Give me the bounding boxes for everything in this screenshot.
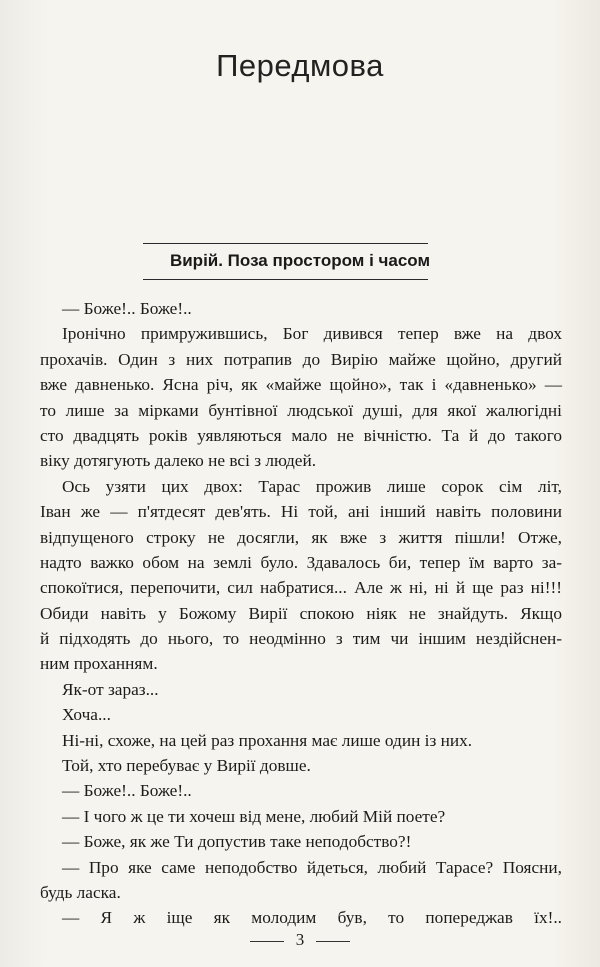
page-number: 3	[295, 930, 305, 949]
text-line: Іван же — п'ятдесят дев'ять. Ні той, ані інший навіть половини	[40, 502, 562, 522]
text-line: — Я ж іще як молодим був, то попереджав їх!..	[62, 908, 562, 928]
text-line: Обиди навіть у Божому Вирії спокою ніяк не знайдуть. Якщо	[40, 603, 562, 623]
chapter-title: Передмова	[216, 48, 384, 83]
text-line: Ось узяти цих двох: Тарас прожив лише сорок сім літ,	[62, 476, 562, 496]
text-line: прохачів. Один з них потрапив до Вирію майже щойно, другий	[40, 349, 562, 369]
footer-dash-left	[250, 941, 284, 942]
footer-dash-right	[316, 941, 350, 942]
text-line: — Боже!.. Боже!..	[62, 299, 192, 318]
text-line: Хоча...	[62, 705, 111, 725]
body-text	[40, 296, 562, 931]
text-line: Ні-ні, схоже, на цей раз прохання має лише один із них.	[62, 730, 473, 750]
text-line: Той, хто перебуває у Вирії довше.	[62, 756, 311, 776]
text-line: ним проханням.	[40, 654, 158, 674]
section-rule-bottom	[143, 279, 428, 280]
text-line: й підходять до нього, то неодмінно з тим чи іншим нездійснен-	[40, 629, 562, 649]
text-line: Як-от зараз...	[62, 679, 159, 699]
text-line: вже давненько. Ясна річ, як «майже щойно», так і «давненько» —	[40, 375, 562, 395]
text-line: відпущеного строку не досягли, як вже з життя пішли! Отже,	[40, 527, 562, 547]
text-line: — І чого ж це ти хочеш від мене, любий Мій поете?	[62, 806, 446, 826]
page-footer	[0, 930, 600, 950]
text-line: віку дотягують далеко не всі з людей.	[40, 451, 317, 471]
text-line: — Боже!.. Боже!..	[62, 781, 192, 801]
text-line: надто важко обом на землі було. Здавалось би, тепер їм варто за-	[40, 552, 562, 572]
text-line: — Про яке саме неподобство йдеться, любий Тарасе? Поясни,	[62, 857, 562, 877]
text-line: Іронічно примружившись, Бог дивився тепер вже на двох	[62, 324, 562, 344]
text-line: то лише за мірками бунтівної людської душі, для якої жалюгідні	[40, 400, 562, 420]
text-line: спокоїтися, перепочити, сил набратися... Але ж ні, ні й ще раз ні!!!	[40, 578, 562, 598]
section-rule-top	[143, 243, 428, 244]
text-line: сто двадцять років уявляються мало не вічністю. Та й до такого	[40, 425, 562, 445]
section-title: Вирій. Поза простором і часом	[169, 251, 431, 270]
text-line: будь ласка.	[40, 882, 121, 902]
text-line: — Боже, як же Ти допустив таке неподобство?!	[62, 832, 412, 852]
